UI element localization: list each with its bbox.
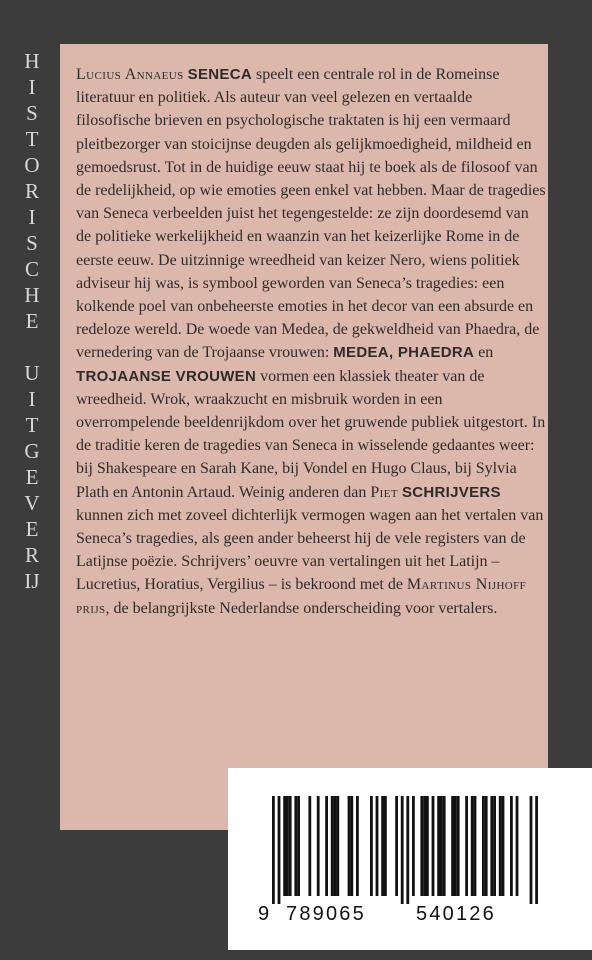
- spine-letter-w2-6: E: [25, 517, 39, 541]
- spine-letter-w2-0: U: [24, 361, 40, 385]
- blurb-paragraph-4: , de belangrijkste Nederlandse onderscheiding voor vertalers.: [105, 599, 498, 617]
- barcode-bar: [289, 796, 292, 896]
- barcode-bar: [325, 796, 328, 896]
- barcode-bar: [454, 796, 457, 896]
- barcode-bar: [283, 796, 286, 896]
- spine-letter-w1-5: R: [24, 179, 39, 203]
- spine-publisher-name: [18, 48, 46, 594]
- barcode-bar: [317, 796, 320, 896]
- barcode-bar: [406, 796, 409, 904]
- spine-letter-w1-3: T: [25, 127, 39, 151]
- isbn-number: [258, 903, 558, 926]
- barcode-bar: [384, 796, 387, 896]
- spine-letter-w1-8: C: [24, 257, 39, 281]
- spine-letter-w2-7: R: [24, 543, 39, 567]
- blurb-text: [76, 63, 546, 620]
- barcode-bar: [482, 796, 485, 896]
- barcode-bar: [376, 796, 379, 896]
- spine-letter-w2-5: V: [24, 491, 40, 515]
- spine-letter-w1-10: E: [25, 309, 39, 333]
- spine-letter-w2-3: G: [24, 439, 40, 463]
- title-phaedra: PHAEDRA: [397, 344, 475, 362]
- barcode-bar: [530, 796, 533, 904]
- barcode-bar: [440, 796, 443, 896]
- barcode-sticker: [228, 768, 592, 950]
- blurb-paragraph-3: kunnen zich met zoveel dichterlijk vermogen wagen aan het vertalen van Seneca’s tragedies, als geen ander beheerst hij de vele registers van de Latijnse poëzie. Schrijvers’ oeuvre van vertalingen uit het Latijn – Lucretius, Horatius, Vergilius – is bekroond met de: [76, 506, 544, 594]
- barcode-bar: [294, 796, 297, 896]
- author-name: SENECA: [187, 66, 252, 83]
- spine-letter-w1-6: I: [28, 205, 36, 229]
- title-separator-2: en: [474, 344, 494, 362]
- barcode-bar: [443, 796, 446, 896]
- barcode-bar: [278, 796, 281, 904]
- barcode-bar: [423, 796, 426, 896]
- spine-letter-w2-8: IJ: [24, 569, 40, 593]
- barcode-bar: [457, 796, 460, 896]
- title-medea: MEDEA: [333, 344, 389, 362]
- barcode-bar: [490, 796, 493, 896]
- spine-letter-w1-1: I: [28, 75, 36, 99]
- barcode-bar: [336, 796, 339, 896]
- barcode-bar: [272, 796, 275, 904]
- barcode-bar: [297, 796, 300, 896]
- barcode-bar: [471, 796, 474, 896]
- spine-letter-w1-9: H: [24, 283, 40, 307]
- spine-letter-w1-2: S: [26, 101, 38, 125]
- spine-letter-w2-1: I: [28, 387, 36, 411]
- title-separator-1: ,: [388, 344, 398, 362]
- barcode-bar: [334, 796, 337, 896]
- barcode-bar: [499, 796, 502, 896]
- blurb-paragraph-2: vormen een klassiek theater van de wreedheid. Wrok, wraakzucht en misbruik worden in een overrompelende beeldenrijkdom over het gruwende publiek uitgestort. In de traditie keren de tragedies van Seneca in wisselende gedaantes weer: bij Shakespeare en Sarah Kane, bij Vondel en Hugo Claus, bij Sylvia Plath en Antonin Artaud. Weinig anderen dan: [76, 367, 546, 501]
- barcode-bar: [493, 796, 496, 896]
- barcode-bar: [485, 796, 488, 896]
- barcode-bar: [451, 796, 454, 896]
- translator-name: SCHRIJVERS: [401, 483, 501, 501]
- barcode-graphic: [262, 796, 562, 906]
- prize-name: Martinus Nijhoff prijs: [76, 576, 527, 617]
- translator-first-name: Piet: [370, 483, 398, 501]
- barcode-bar: [412, 796, 415, 896]
- barcode-bar: [535, 796, 538, 904]
- spine-letter-w1-0: H: [24, 49, 40, 73]
- barcode-bar: [437, 796, 440, 896]
- barcode-bar: [516, 796, 519, 896]
- isbn-right-group: 540126: [416, 903, 496, 925]
- barcode-bar: [286, 796, 289, 896]
- barcode-bar: [331, 796, 334, 896]
- barcode-bar: [420, 796, 423, 896]
- barcode-bar: [502, 796, 505, 896]
- barcode-bar: [348, 796, 351, 896]
- barcode-bar: [465, 796, 468, 896]
- barcode-bar: [432, 796, 435, 896]
- barcode-bar: [308, 796, 311, 896]
- barcode-bar: [474, 796, 477, 896]
- title-trojaanse-vrouwen: TROJAANSE VROUWEN: [76, 367, 257, 385]
- barcode-bar: [356, 796, 359, 896]
- barcode-bar: [350, 796, 353, 896]
- barcode-bar: [426, 796, 429, 896]
- blurb-paragraph-1: speelt een centrale rol in de Romeinse literatuur en politiek. Als auteur van veel gelezen en vertaalde filosofische brieven en psychologische traktaten is hij een vermaard pleitbezorger van stoicijnse deugden als gelijkmoedigheid, mildheid en gemoedsrust. Tot in de huidige eeuw staat hij te boek als de filosoof van de redelijkheid, op wie emoties geen enkel vat hebben. Maar de tragedies van Seneca verbeelden juist het tegengestelde: ze zijn doordesemd van de politieke werkelijkheid en waanzin van het keizerlijke Rome in de eerste eeuw. De uitzinnige wreedheid van keizer Nero, wiens politiek adviseur hij was, is symbool geworden van Seneca’s tragedies: een kolkende poel van onbeheerste emoties in het decor van een absurde en redeloze wereld. De woede van Medea, de gekweldheid van Phaedra, de vernedering van de Trojaanse vrouwen:: [76, 66, 546, 362]
- spine-letter-w2-4: E: [25, 465, 39, 489]
- barcode-bar: [510, 796, 513, 896]
- spine-letter-w1-4: O: [24, 153, 40, 177]
- isbn-left-group: 789065: [286, 903, 366, 925]
- isbn-first-digit: 9: [258, 903, 270, 925]
- barcode-bar: [370, 796, 373, 896]
- barcode-bar: [395, 796, 398, 896]
- spine-letter-w2-2: T: [25, 413, 39, 437]
- barcode-bar: [381, 796, 384, 896]
- barcode-bar: [401, 796, 404, 904]
- spine-letter-w1-7: S: [26, 231, 38, 255]
- author-first-names: Lucius Annaeus: [76, 66, 184, 83]
